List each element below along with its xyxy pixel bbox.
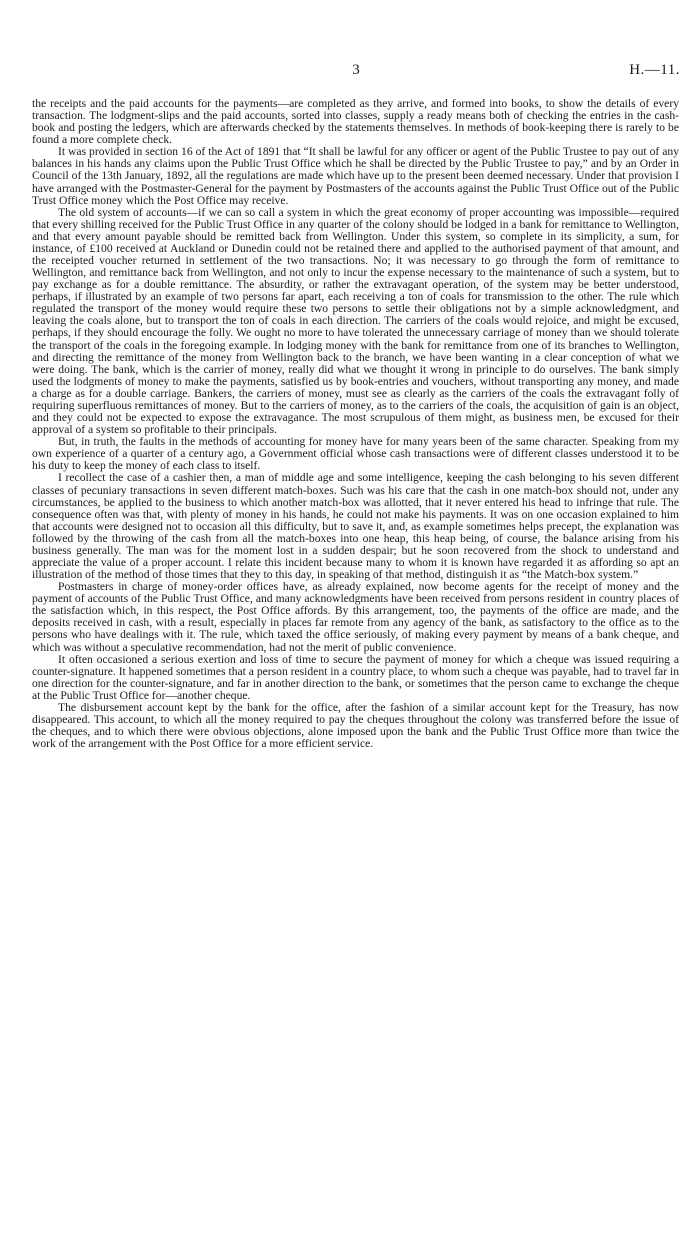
page-header	[32, 62, 680, 82]
paragraph-postmasters: Postmasters in charge of money-order offices have, as already explained, now become agents for the receipt of money and the payment of accounts of the Public Trust Office, and many acknowledgments have been received from persons resident in country places of the satisfaction which, in this respect, the Post Office affords. By this arrangement, too, the payments of the office are made, and the deposits received in cash, with a result, especially in places far remote from any agency of the bank, as satisfactory to the office as to the persons who have dealings with it. The rule, which taxed the office seriously, of making every payment by means of a bank cheque, and which was without a speculative recommendation, had not the merit of public convenience.	[32, 580, 679, 654]
document-reference: H.—11.	[629, 62, 680, 78]
paragraph-disbursement: The disbursement account kept by the bank for the office, after the fashion of a similar account kept for the Treasury, has now disappeared. This account, to which all the money required to pay the cheques throughout the colony was transferred before the issue of the cheques, and to which there were obvious objections, alone imposed upon the bank and the Public Trust Office more than twice the work of the arrangement with the Post Office for a more efficient service.	[32, 700, 679, 751]
paragraph-continued: the receipts and the paid accounts for the payments—are completed as they arrive, and formed into books, to show the details of every transaction. The lodgment-slips and the paid accounts, sorted into classes, supply a ready means both of checking the entries in the cash-book and posting the ledgers, which are afterwards checked by the statements themselves. In methods of book-keeping there is rarely to be found a more complete check.	[32, 97, 679, 147]
page-number: 3	[352, 62, 360, 78]
paragraph-faults: But, in truth, the faults in the methods of accounting for money have for many years been of the same character. Speaking from my own experience of a quarter of a century ago, a Government official whose cash transactions were of different classes understood it to be his duty to keep the money of each class to itself.	[32, 435, 679, 473]
paragraph-section-16: It was provided in section 16 of the Act of 1891 that “It shall be lawful for any officer or agent of the Public Trustee to pay out of any balances in his hands any claims upon the Public Trust Office which he shall be directed by the Public Trustee to pay,” and by an Order in Council of the 13th January, 1892, all the regulations are made which have up to the present been deemed necessary. Under that provision I have arranged with the Postmaster-General for the payment by Postmasters of the accounts against the Public Trust Office out of the Public Trust Office money which the Post Office may receive.	[32, 145, 679, 207]
paragraph-old-system: The old system of accounts—if we can so call a system in which the great economy of proper accounting was impossible—required that every shilling received for the Public Trust Office in any quarter of the colony should be lodged in a bank for remittance to Wellington, and that every amount payable should be remitted back from Wellington. Under this system, so complete in its simplicity, a sum, for instance, of £100 received at Auckland or Dunedin could not be retained there and applied to the authorised payment of that amount, and the receipted voucher returned in settlement of the two transactions. No; it was necessary to go through the form of remittance to Wellington, and remittance back from Wellington, and not only to incur the expense necessary to the maintenance of such a system, but to pay exchange as for a double remittance. The absurdity, or rather the extravagant operation, of the system may be better understood, perhaps, if illustrated by an example of two persons far apart, each receiving a ton of coals for transmission to the other. The rule which regulated the transport of the money would require these two persons to settle their obligations not by a simple acknowledgment, and leaving the coals alone, but to transport the ton of coals in each direction. The carriers of the coals would rejoice, and might be excused, perhaps, if they should encourage the folly. We ought no more to have tolerated the unnecessary carriage of money than we should tolerate the transport of the coals in the foregoing example. In lodging money with the bank for remittance from one of its branches to Wellington, and directing the remittance of the money from Wellington back to the branch, we have been wanting in a clear conception of what we were doing. The bank, which is the carrier of money, really did what we thought it wrong in principle to do ourselves. The bank simply used the lodgments of money to make the payments, satisfied us by book-entries and vouchers, without transporting any money, and made a charge as for a double carriage. Bankers, the carriers of money, must see as clearly as the carriers of the coals the extravagant folly of requiring superfluous remittances of money. But to the carriers of money, as to the carriers of the coals, the acquisition of gain is an object, and they could not be expected to expose the extravagance. The most scrupulous of them might, as business men, be excused for their approval of a system so profitable to their principals.	[32, 205, 679, 437]
paragraph-cashier: I recollect the case of a cashier then, a man of middle age and some intelligence, keeping the cash belonging to his seven different classes of pecuniary transactions in seven different match-boxes. Such was his care that the cash in one match-box should not, under any circumstances, be applied to the business to which another match-box was allotted, that it never entered his head to infringe that rule. The consequence often was that, with plenty of money in his hands, he could not make his payments. It was on one occasion explained to him that accounts were designed not to occasion all this difficulty, but to save it, and, as example sometimes helps precept, the explanation was followed by the throwing of the cash from all the match-boxes into one heap, this heap being, of course, the balance arising from his business generally. The man was for the moment lost in a sudden despair; but he soon recovered from the shock to understand and appreciate the value of a proper account. I relate this incident because many to whom it is known have regarded it as affording so apt an illustration of the method of those times that they to this day, in speaking of that method, distinguish it as “the Match-box system.”	[32, 471, 679, 582]
paragraph-counter-signature: It often occasioned a serious exertion and loss of time to secure the payment of money for which a cheque was issued requiring a counter-signature. It happened sometimes that a person resident in a country place, to whom such a cheque was payable, had to travel far in one direction for the counter-signature, and far in another direction to the bank, or sometimes that the person came to exchange the cheque at the Public Trust Office for—another cheque.	[32, 652, 679, 702]
body-text	[32, 98, 679, 750]
